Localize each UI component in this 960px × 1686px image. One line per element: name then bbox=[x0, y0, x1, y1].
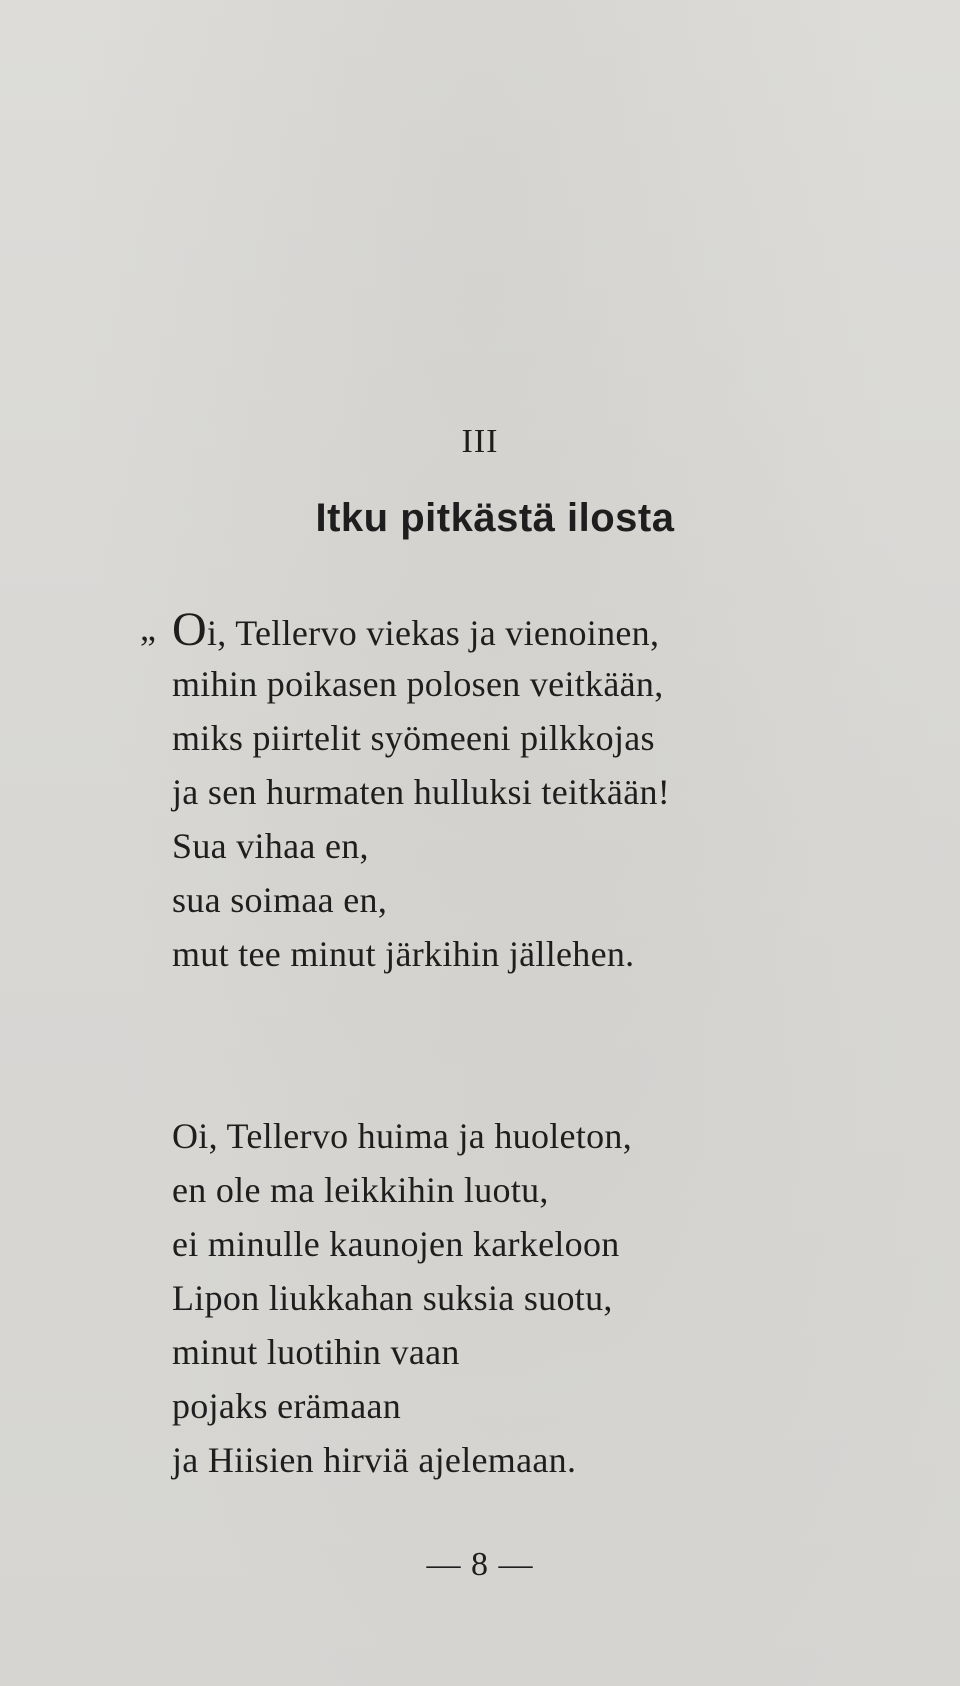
initial-letter: O bbox=[172, 603, 207, 656]
verse-line: sua soimaa en, bbox=[172, 880, 388, 920]
verse-line: mihin poikasen polosen veitkään, bbox=[172, 664, 664, 704]
page-number: — 8 — bbox=[426, 1546, 534, 1583]
verse-line: miks piirtelit syömeeni pilkkojas bbox=[172, 718, 655, 758]
verse-line-text: i, Tellervo viekas ja vienoinen, bbox=[206, 613, 660, 653]
verse-line: mut tee minut järkihin jällehen. bbox=[172, 934, 635, 974]
section-numeral: III bbox=[461, 423, 499, 460]
verse-line: en ole ma leikkihin luotu, bbox=[172, 1170, 549, 1210]
verse-line bbox=[172, 602, 659, 658]
verse-line: ei minulle kaunojen karkeloon bbox=[172, 1224, 620, 1264]
verse-line: Oi, Tellervo huima ja huoleton, bbox=[172, 1116, 633, 1156]
opening-quote-mark: „ bbox=[140, 608, 156, 648]
verse-line: minut luotihin vaan bbox=[172, 1332, 460, 1372]
verse-line: Lipon liukkahan suksia suotu, bbox=[172, 1278, 613, 1318]
verse-line: pojaks erämaan bbox=[172, 1386, 402, 1426]
poem-title: Itku pitkästä ilosta bbox=[315, 496, 675, 540]
verse-line: ja Hiisien hirviä ajelemaan. bbox=[172, 1440, 577, 1480]
verse-line: Sua vihaa en, bbox=[172, 826, 369, 866]
verse-line: ja sen hurmaten hulluksi teitkään! bbox=[172, 772, 671, 812]
